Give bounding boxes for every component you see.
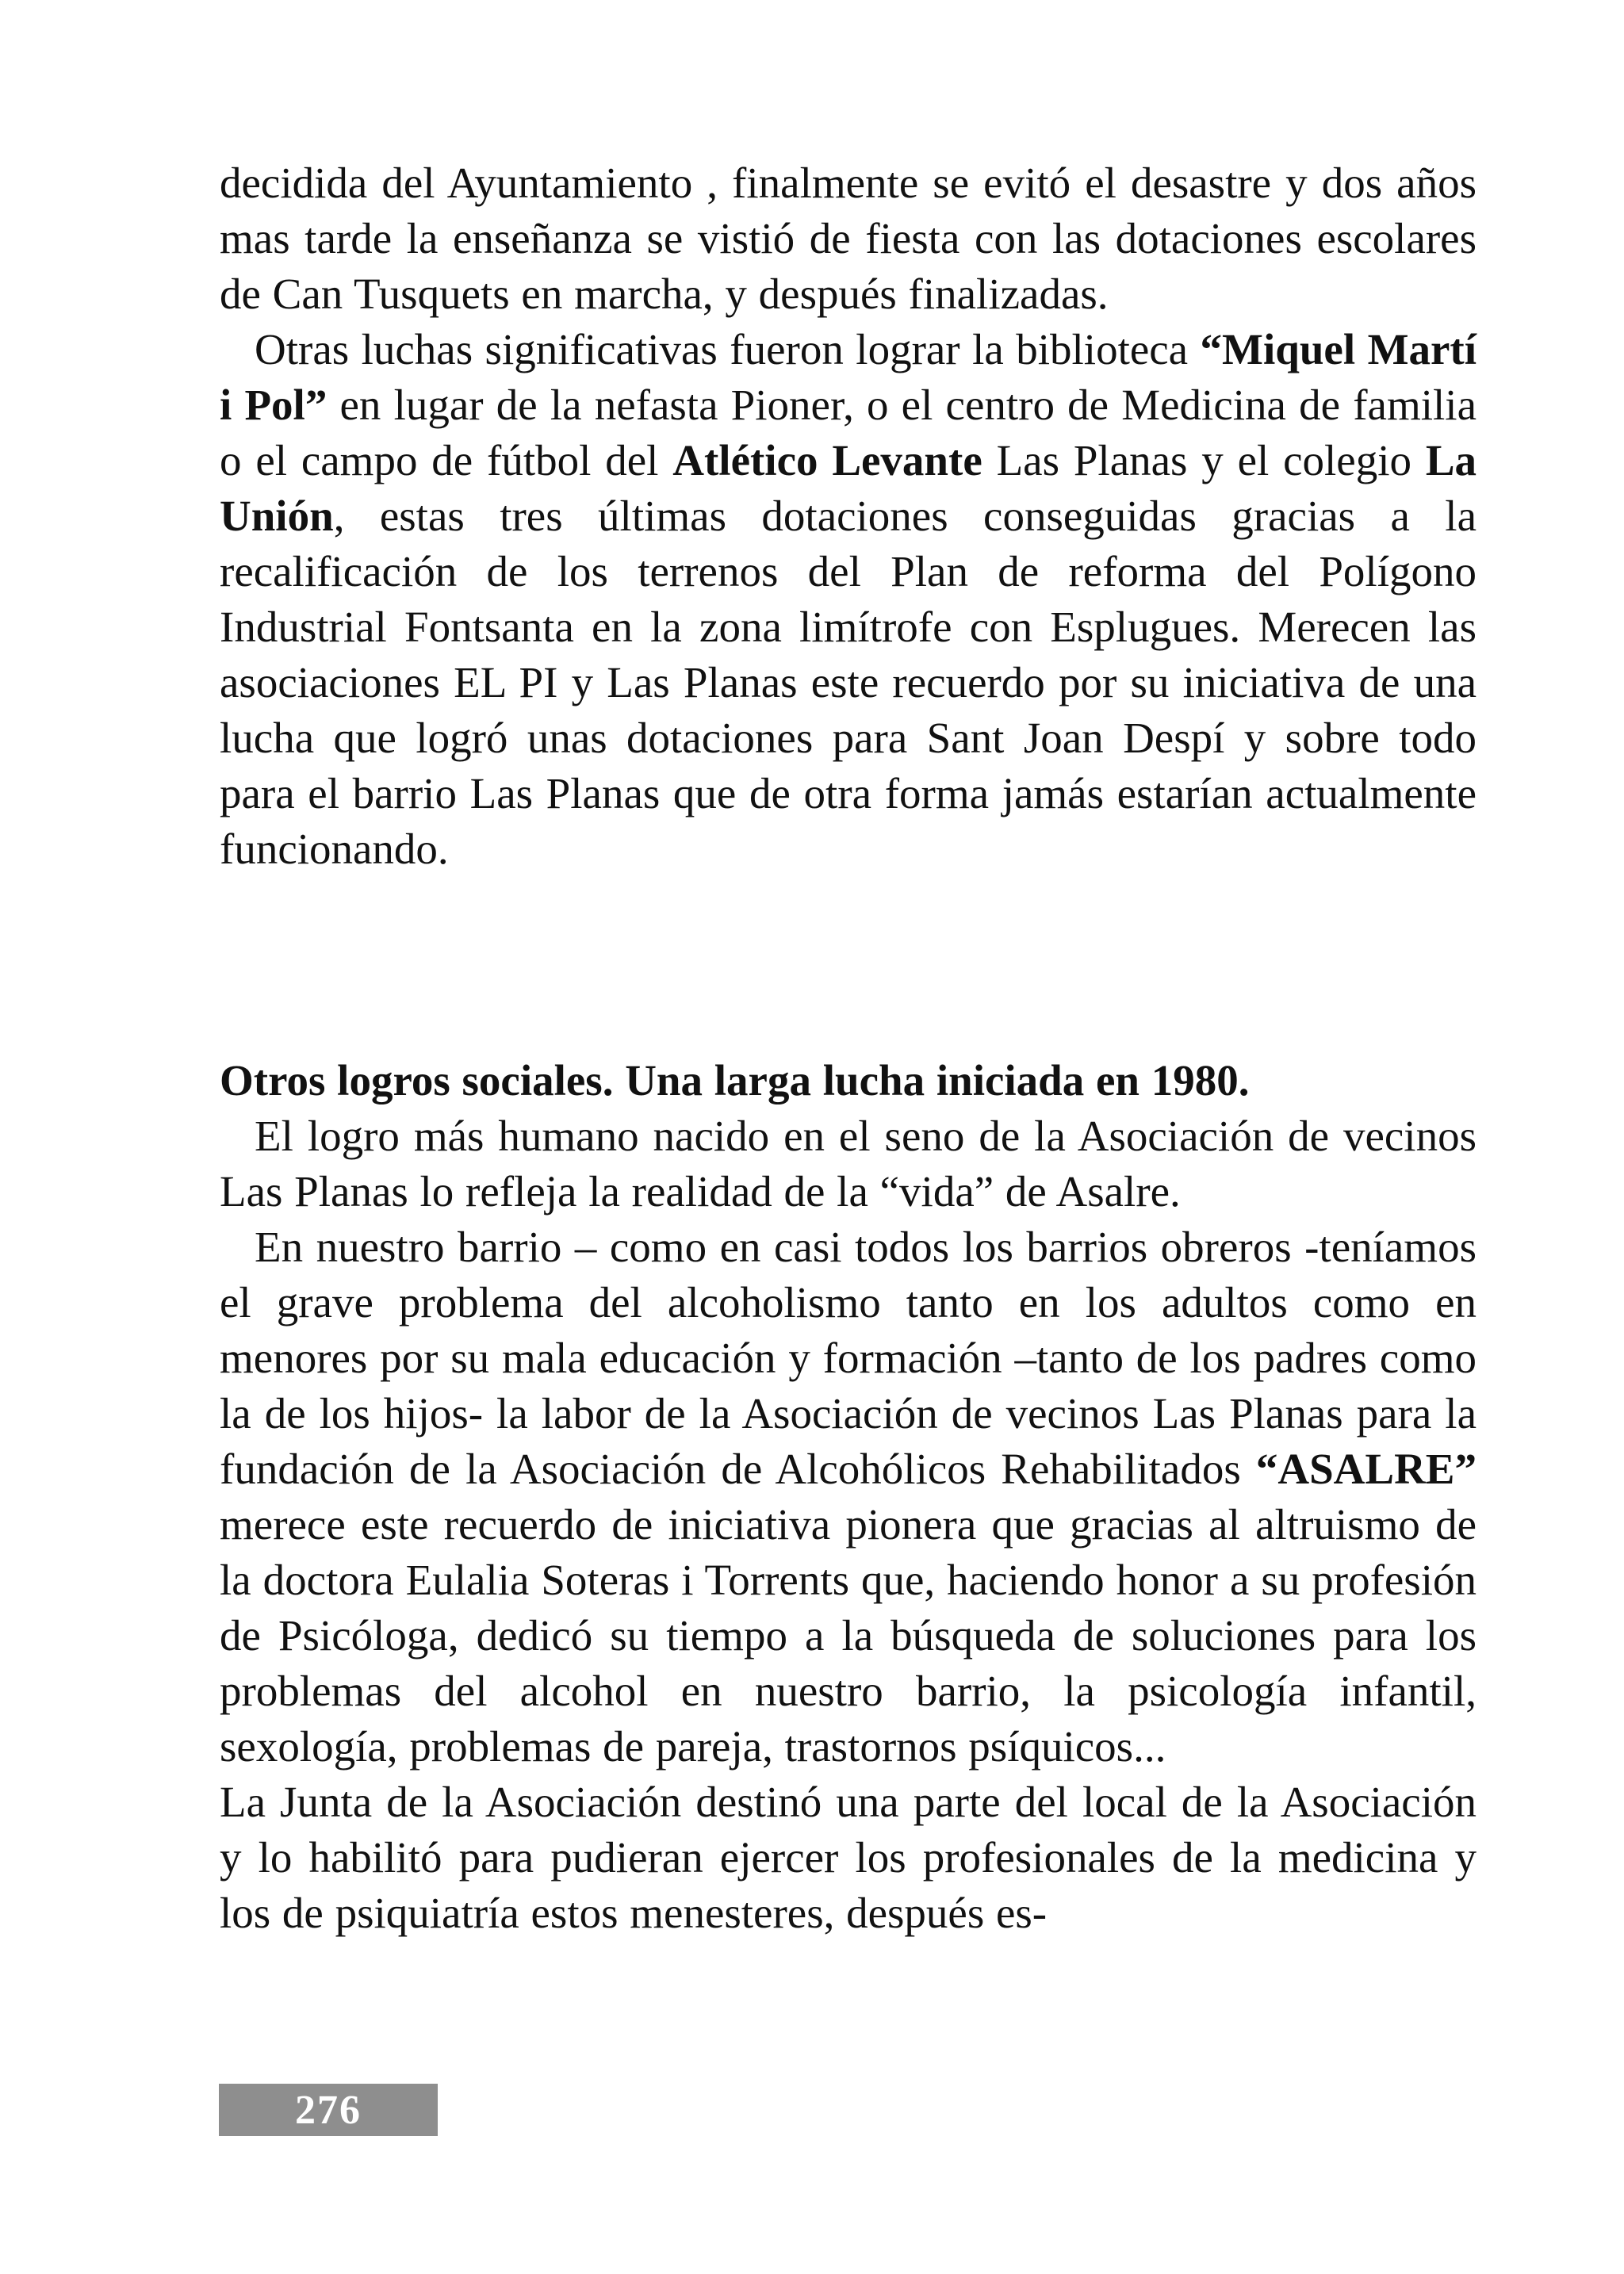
bold-asalre: “ASALRE” xyxy=(1255,1445,1477,1493)
text-run: En nuestro barrio – como en casi todos los barrios obreros -teníamos el grave problema del alcoholismo tanto en los adultos como en menores por su mala educación y formación –tanto de los padres como la de los hijos- la labor de la Asociación de vecinos Las Planas para la fundación de la Asociación de Alcohólicos Rehabilitados xyxy=(220,1223,1477,1493)
text-run: Otras luchas significativas fueron lograr la biblioteca xyxy=(255,325,1201,373)
page-number-badge xyxy=(219,2084,438,2136)
body-text-section-1 xyxy=(220,155,1477,877)
text-run: Las Planas y el colegio xyxy=(982,436,1426,484)
bold-school-name: La Unión xyxy=(220,436,1477,540)
text-run: , estas tres últimas dotaciones conseguidas gracias a la recalificación de los terrenos del Plan de reforma del Polígono Industrial Fontsanta en la zona limítrofe con Esplugues. Merecen las asociaciones EL PI y Las Planas este recuerdo por su iniciativa de una lucha que logró unas dotaciones para Sant Joan Despí y sobre todo para el barrio Las Planas que de otra forma jamás estarían actualmente funcionando. xyxy=(220,492,1477,873)
section-heading: Otros logros sociales. Una larga lucha iniciada en 1980. xyxy=(220,1056,1250,1104)
text-run: merece este recuerdo de iniciativa pionera que gracias al altruismo de la doctora Eulalia Soteras i Torrents que, haciendo honor a su profesión de Psicóloga, dedicó su tiempo a la búsqueda de soluciones para los problemas del alcohol en nuestro barrio, la psicología infantil, sexología, problemas de pareja, trastornos psíquicos... xyxy=(220,1500,1477,1771)
paragraph-logro: El logro más humano nacido en el seno de la Asociación de vecinos Las Planas lo refleja la realidad de la “vida” de Asalre. xyxy=(220,1112,1477,1215)
page-number: 276 xyxy=(295,2087,362,2133)
body-text-section-2 xyxy=(220,1053,1477,1941)
paragraph-junta: La Junta de la Asociación destinó una parte del local de la Asociación y lo habilitó para pudieran ejercer los profesionales de la medicina y los de psiquiatría estos menesteres, después es- xyxy=(220,1778,1477,1937)
text-run: en lugar de la nefasta Pioner, o el centro de Medicina de familia o el campo de fútbol del xyxy=(220,381,1477,484)
paragraph-luchas xyxy=(220,322,1477,877)
paragraph-barrio xyxy=(220,1219,1477,1774)
bold-club-name: Atlético Levante xyxy=(672,436,982,484)
paragraph-continued: decidida del Ayuntamiento , finalmente se evitó el desastre y dos años mas tarde la enseñanza se vistió de fiesta con las dotaciones escolares de Can Tusquets en marcha, y después finalizadas. xyxy=(220,159,1477,318)
bold-library-name: “Miquel Martí i Pol” xyxy=(220,325,1477,429)
